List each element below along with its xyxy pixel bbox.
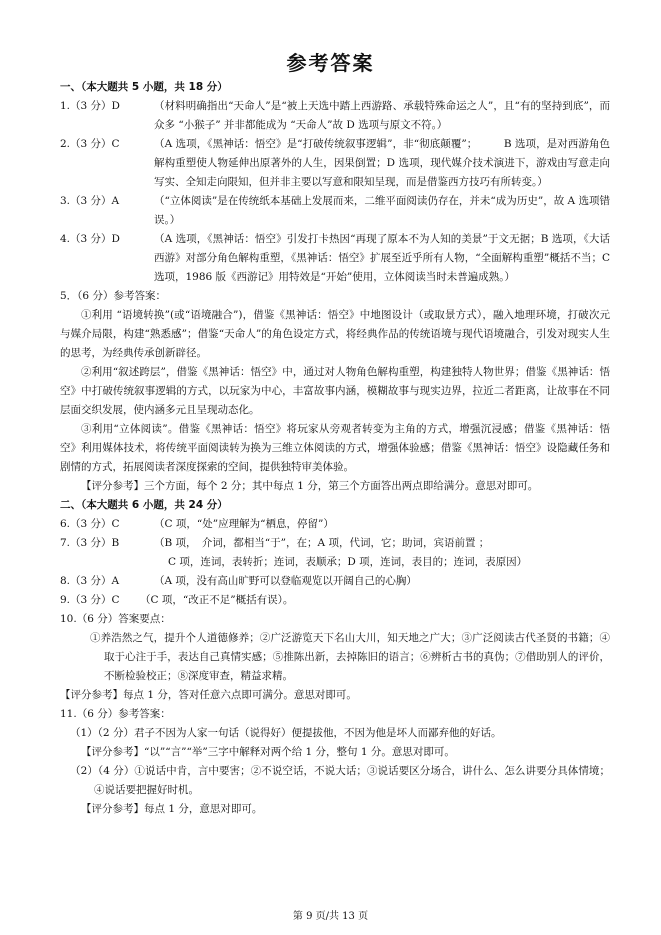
q10-heading: 10.（6 分）答案要点： (60, 613, 171, 625)
q5-point-1: ①利用 “语境转换”(或“语境融合”)，借鉴《黑神话：悟空》中地图设计（或取景方式），融入地理环境，打破次元与媒介局限，构建“熟悉感”；借鉴“天命人”的角色设定方式，将经典作品的传统语境与现代语境融合，引发对现实人生的思考，为经典传承创新辟径。 (60, 309, 610, 359)
q2-explanation: （A 选项，《黑神话：悟空》是“打破传统叙事逻辑”，非“彻底颠覆”； B 选项，是对西游角色解构重塑使人物延伸出原著外的人生，因果倒置；D 选项，现代媒介技术演进下，游戏由写意走向写实、全知走向限知，但并非主要以写意和限知呈现，而是借鉴西方技巧有所转变。） (154, 138, 610, 188)
page-footer: 第 9 页/共 13 页 (292, 911, 369, 922)
q9-explanation: （C 项，“改正不足”概括有误）。 (140, 594, 294, 606)
answer-q4 (60, 230, 610, 287)
q5-scoring-note: 【评分参考】三个方面，每个 2 分；其中每点 1 分，第三个方面答出两点即给满分。意思对即可。 (81, 480, 539, 492)
q2-number: 2.（3 分）C (60, 138, 120, 150)
page-title: 参考答案 (286, 51, 375, 75)
q7-explanation (154, 534, 610, 572)
q8-number: 8.（3 分）A (60, 575, 120, 587)
q1-explanation: （材料明确指出“天命人”是“被上天选中踏上西游路、承载特殊命运之人”，且“有的坚持到底”，而众多 “小猴子” 并非都能成为 “天命人”故 D 选项与原文不符。） (154, 100, 610, 131)
q7-number: 7.（3 分）B (60, 537, 120, 549)
q6-number: 6.（3 分）C (60, 518, 120, 530)
q11-part-2: （2）（4 分）①说话中肯，言中要害；②不说空话，不说大话；③说话要区分场合，讲什么、怎么讲要分具体情境；④说话要把握好时机。 (70, 765, 610, 796)
answer-q1 (60, 97, 610, 135)
q11-part-1-scoring: 【评分参考】“以”“言”“举”三字中解释对两个给 1 分，整句 1 分。意思对即可。 (81, 746, 455, 758)
q3-explanation: （“立体阅读”是在传统纸本基础上发展而来，二维平面阅读仍存在，并未“成为历史”，故 A 选项错误。） (154, 195, 610, 226)
q10-scoring-note: 【评分参考】每点 1 分，答对任意六点即可满分。意思对即可。 (60, 689, 357, 701)
q3-number: 3.（3 分）A (60, 195, 120, 207)
section1-heading: 一、（本大题共 5 小题，共 18 分） (60, 81, 228, 93)
answer-q6 (60, 515, 610, 534)
answer-q3 (60, 192, 610, 230)
q4-explanation: （A 选项，《黑神话：悟空》引发打卡热因“再现了原本不为人知的美景”于文无据；B 选项，《大话西游》对部分角色解构重塑，《黑神话：悟空》扩展至近乎所有人物，“全面解构重塑”概括不当；C 选项，1986 版《西游记》用特效是“开始”使用，立体阅读当时未普遍成熟。） (154, 233, 610, 283)
q7-line-1: （B 项， 介词，都相当“于”，在；A 项，代词，它；助词，宾语前置 ； (154, 537, 490, 549)
q11-part-1: （1）（2 分）君子不因为人家一句话（说得好）便提拔他，不因为他是坏人而鄙弃他的好话。 (70, 727, 502, 739)
q9-number: 9.（3 分）C (60, 594, 120, 606)
q10-points: ①养浩然之气，提升个人道德修养；②广泛游览天下名山大川，知天地之广大；③广泛阅读古代圣贤的书籍；④取于心注于手，表达自己真情实感；⑤推陈出新，去掉陈旧的语言；⑥辨析古书的真伪；⑦借助别人的评价，不断检验校正；⑧深度审查，精益求精。 (90, 632, 610, 682)
q5-point-3: ③利用“立体阅读”。借鉴《黑神话：悟空》将玩家从旁观者转变为主角的方式，增强沉浸感；借鉴《黑神话：悟空》利用媒体技术，将传统平面阅读转为换为三维立体阅读的方式，增强体验感；借鉴《黑神话：悟空》设隐藏任务和剧情的方式，拓展阅读者深度探索的空间，提供独特审美体验。 (60, 423, 610, 473)
answer-q9 (60, 591, 610, 610)
q11-part-2-scoring: 【评分参考】每点 1 分，意思对即可。 (81, 803, 263, 815)
q6-explanation: （C 项，“处”应理解为“栖息，停留”） (154, 518, 334, 530)
q8-explanation: （A 项，没有高山旷野可以登临观览以开阔自己的心胸） (154, 575, 417, 587)
q4-number: 4.（3 分）D (60, 233, 120, 245)
answer-q7 (60, 534, 610, 572)
q7-line-2: C 项，连词，表转折；连词，表顺承；D 项，连词，表目的；连词，表原因） (168, 556, 528, 568)
answer-q8 (60, 572, 610, 591)
q5-heading: 5．（6 分）参考答案： (60, 290, 166, 302)
q5-point-2: ②利用“叙述跨层”，借鉴《黑神话：悟空》中，通过对人物角色解构重塑，构建独特人物世界；借鉴《黑神话：悟空》中打破传统叙事逻辑的方式，以玩家为中心，丰富故事内涵，模糊故事与现实边界，拉近二者距离，让故事在不同层面交织发展，使内涵多元且呈现动态化。 (60, 366, 610, 416)
answer-content (60, 78, 610, 819)
q1-number: 1.（3 分）D (60, 100, 120, 112)
q11-heading: 11.（6 分）参考答案： (60, 708, 171, 720)
answer-q2 (60, 135, 610, 192)
section2-heading: 二、（本大题共 6 小题，共 24 分） (60, 499, 228, 511)
